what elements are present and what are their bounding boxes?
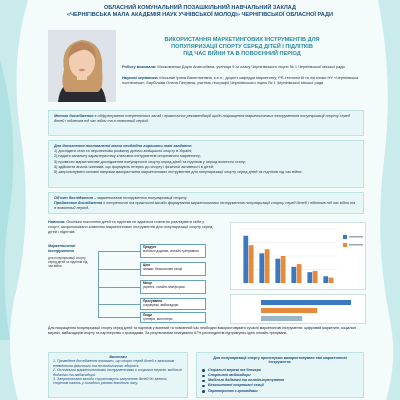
- survey-bar-chart: [231, 223, 367, 291]
- legend-label-placeholder: [349, 244, 363, 246]
- chart-bar: [313, 271, 318, 283]
- chart-bar: [281, 256, 286, 283]
- diagram-side-text: для популяризації спорту серед дітей та підлітків під час війни: [48, 256, 88, 268]
- diagram-title: Маркетингові інструменти: [48, 244, 76, 253]
- task-item: 2) надати загальну характеристику ключових інструментів спортивного маркетингу;: [54, 154, 201, 159]
- conclusion-note: Для покращення популяризації спорту серед дітей та підлітків у воєнний та повоєнний час необхідно використовувати сучасні маркетингові інструменти: цифровий маркетинг, соціальні мережі, амбасадорів спорту та партнерство з громадами. За результатами опитування 67% респондентів підтримують ідею онлайн-тренувань.: [48, 326, 357, 335]
- conclusion-item: 3. Запропоновані заходи сприятимуть залученню дітей до занять спортом навіть у складних умовах воєнного часу.: [53, 377, 167, 386]
- diagram-box-title: Люди: [143, 313, 152, 317]
- diagram-box-title: Місце: [143, 281, 153, 285]
- goal-text: є обґрунтування теоретичних засад і практичних рекомендацій щодо покращення маркетингових інструментів популяризації спорту серед дітей і підлітків під час війни та в повоєнний період.: [54, 114, 350, 124]
- novelty-text: [48, 220, 216, 240]
- author-photo: [48, 30, 116, 102]
- object-label: Об'єкт дослідження: [54, 196, 93, 200]
- hbar: [261, 308, 317, 313]
- institution-header: [0, 0, 400, 34]
- goal-card: [48, 110, 364, 136]
- marketing-tools-diagram: [48, 244, 226, 324]
- chart-bar: [265, 249, 270, 283]
- diagram-box-text: знижки, безкоштовні секції: [143, 266, 183, 271]
- author-label: Роботу виконала:: [122, 64, 157, 69]
- chart-bar: [275, 259, 280, 283]
- diagram-box-place: [140, 280, 206, 294]
- secondary-bar-chart: [231, 295, 367, 325]
- recommendation-item: Мобільні додатки та онлайн-тренування: [202, 378, 358, 383]
- goal-label: Метою дослідження: [54, 114, 94, 118]
- chart-bar: [297, 264, 302, 283]
- recommendation-item: Спортивні амбасадори: [202, 373, 358, 378]
- hbar: [261, 300, 351, 305]
- diagram-box-text: тренери, волонтери: [143, 316, 173, 321]
- recommendations-header: Для популяризації спорту пропонуємо використовувати такі маркетингові інструменти:: [213, 356, 347, 365]
- diagram-connector: [98, 251, 99, 317]
- diagram-box-product: [140, 244, 206, 258]
- task-item: 4) здійснити аналіз чинників, що формують інтерес до спорту і фізичної активності в дітей;: [54, 164, 214, 169]
- author-text: Московченко Дарія Анатоліївна, учениця 9-го класу Чернігівського ліцею № 1 Чернігівської міської ради: [157, 64, 345, 69]
- diagram-box-price: [140, 262, 206, 276]
- author-line: [122, 64, 362, 69]
- diagram-box-title: Ціна: [143, 263, 150, 267]
- diagram-connector: [98, 317, 140, 318]
- legend-swatch: [343, 235, 347, 239]
- chart-bar: [329, 278, 334, 283]
- subject-text: є теоретичні та практичні засади формування маркетингових інструментів популяризації спорту серед дітей і підлітків під час війни та в повоєнний період.: [54, 201, 356, 211]
- diagram-connector: [98, 287, 140, 288]
- title-line-3: ПІД ЧАС ВІЙНИ ТА В ПОВОЄННИЙ ПЕРІОД: [183, 51, 301, 58]
- object-card: [48, 192, 364, 214]
- left-decoration: [0, 0, 40, 400]
- recommendation-item: Безкоштовні спортивні секції: [202, 383, 358, 388]
- conclusion-item: 1. Проведене дослідження показало, що спорт серед дітей є важливим елементом фізичного та психологічного здоров'я.: [53, 359, 175, 368]
- diagram-box-title: Просування: [143, 299, 163, 303]
- diagram-connector: [98, 304, 140, 305]
- supervisor-line: [122, 75, 362, 85]
- chart-bar: [323, 276, 328, 283]
- title-line-1: ВИКОРИСТАННЯ МАРКЕТИНГОВИХ ІНСТРУМЕНТІВ ДЛЯ: [164, 37, 320, 43]
- object-text: – маркетингові інструменти популяризації спорту.: [92, 196, 188, 200]
- task-item: 5) запропонувати основні напрями використання маркетингових інструментів для популяризації спорту серед дітей та підлітків під час війни.: [54, 170, 303, 175]
- legend-label-placeholder: [349, 236, 363, 238]
- authors-block: [122, 64, 362, 85]
- recommendation-item: Партнерство з громадами: [202, 389, 358, 394]
- diagram-box-promotion: [140, 298, 206, 310]
- chart-bar: [307, 272, 312, 283]
- conclusions-header: Висновки: [109, 355, 127, 359]
- conclusion-item: 2. Основними маркетинговими інструментами є соціальні мережі, мобільні додатки та амбасадори.: [53, 368, 182, 377]
- novelty-body: Оскільки поколінню дітей та підлітків не вдається повністю реалізувати себе у спорті, запропоновано комплекс маркетингових інструментів для популяризації спорту серед дітей і підлітків.: [48, 220, 213, 234]
- right-decoration: [368, 0, 400, 400]
- author-portrait-icon: [48, 30, 116, 102]
- recommendations-card: [196, 352, 364, 398]
- diagram-box-text: укриття, онлайн-платформи: [143, 284, 185, 289]
- chart-bar: [243, 236, 248, 283]
- subject-label: Предметом дослідження: [54, 201, 103, 206]
- chart-bar: [249, 245, 254, 283]
- novelty-label: Новизна:: [48, 220, 66, 224]
- diagram-connector: [98, 269, 140, 270]
- diagram-box-title: Продукт: [143, 245, 157, 249]
- supervisor-label: Наукові керівники:: [122, 75, 159, 80]
- survey-chart-panel: [230, 222, 366, 290]
- header-line-2: «ЧЕРНІГІВСЬКА МАЛА АКАДЕМІЯ НАУК УЧНІВСЬКОЇ МОЛОДІ» ЧЕРНІГІВСЬКОЇ ОБЛАСНОЇ РАДИ: [66, 12, 334, 18]
- task-item: 1) дослідити стан та перспективи розвитку дитячо-юнацького спорту в Україні;: [54, 149, 193, 154]
- task-item: 3) провести маркетингове дослідження популярності спорту серед дітей та підлітків у період воєнного стану;: [54, 159, 246, 164]
- recommendations-list: [202, 368, 358, 394]
- supervisor-text: Мосьпан Ірина Валентинівна, к.е.н., доцент кафедри маркетингу, PR-технологій та логістики НУ «Чернігівська політехніка»; Барбілова Олена Петрівна, учитель географії Чернігівського ліцею № 1 Чернігівської міської ради: [122, 75, 359, 85]
- chart-bar: [291, 267, 296, 283]
- tasks-card: [48, 140, 364, 188]
- secondary-chart-panel: [230, 294, 366, 324]
- conclusions-card: [48, 352, 188, 398]
- legend-swatch: [343, 243, 347, 247]
- hbar: [261, 316, 302, 321]
- diagram-box-text: мобільні додатки, онлайн-тренування: [143, 248, 199, 253]
- recommendation-item: Соціальні мережі та блогери: [202, 368, 358, 373]
- diagram-box-people: [140, 312, 206, 323]
- header-line-1: ОБЛАСНИЙ КОМУНАЛЬНИЙ ПОЗАШКІЛЬНИЙ НАВЧАЛЬНИЙ ЗАКЛАД: [103, 5, 297, 11]
- title-line-2: ПОПУЛЯРИЗАЦІЇ СПОРТУ СЕРЕД ДІТЕЙ І ПІДЛІТКІВ: [171, 44, 313, 51]
- diagram-box-text: соцмережі, амбасадори: [143, 302, 179, 307]
- tasks-header: Для досягнення поставленої мети необхідно вирішити такі завдання:: [54, 144, 193, 148]
- chart-bar: [259, 253, 264, 283]
- diagram-connector: [98, 251, 140, 252]
